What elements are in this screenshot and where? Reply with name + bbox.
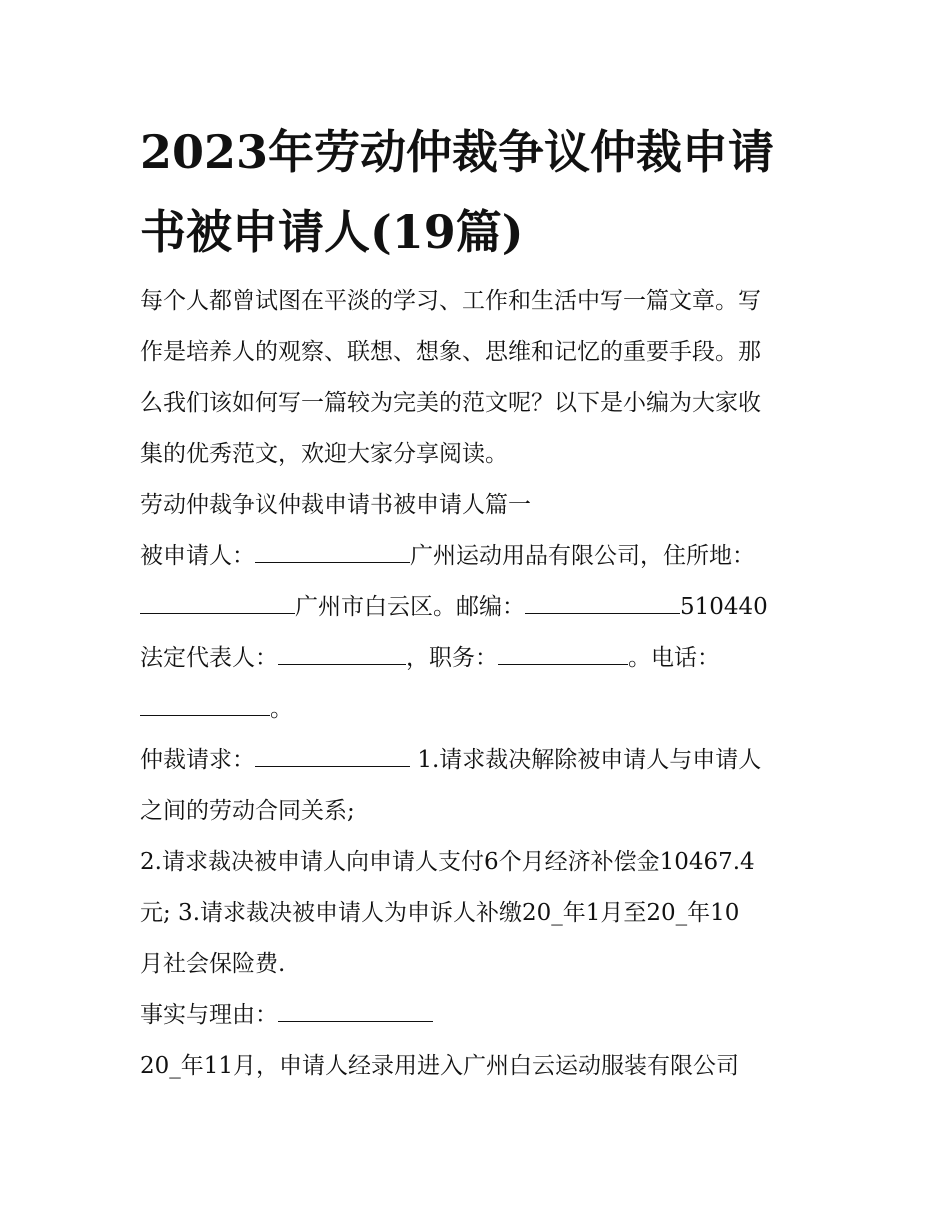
phone-line: [140, 684, 820, 735]
fill-blank: [140, 595, 295, 614]
respondent-company: 广州运动用品有限公司，住所地：: [410, 543, 755, 569]
claim-2b: 元; 3.请求裁决被申请人为申诉人补缴20_年1月至20_年10: [140, 900, 740, 926]
section-heading: 劳动仲裁争议仲裁申请书被申请人篇一: [140, 492, 531, 518]
address-line: [140, 582, 820, 633]
respondent-address: 广州市白云区。邮编：: [295, 594, 525, 620]
fill-blank: [498, 646, 628, 665]
claim-2a: 2.请求裁决被申请人向申请人支付6个月经济补偿金10467.4: [140, 849, 755, 875]
fill-blank: [278, 1003, 433, 1022]
fill-blank: [255, 748, 410, 767]
claim-2c: 月社会保险费.: [140, 951, 286, 977]
fill-blank: [140, 697, 270, 716]
claim-1a: 1.请求裁决解除被申请人与申请人: [417, 747, 762, 773]
facts-label: 事实与理由：: [140, 1002, 278, 1028]
phone-label: 。电话：: [628, 645, 720, 671]
respondent-line: [140, 531, 820, 582]
document-body: [140, 276, 820, 1092]
position-label: ，职务：: [406, 645, 498, 671]
claims-line: [140, 735, 820, 786]
fill-blank: [278, 646, 406, 665]
intro-line-1: 每个人都曾试图在平淡的学习、工作和生活中写一篇文章。写: [140, 288, 761, 314]
fill-blank: [525, 595, 680, 614]
intro-line-3: 么我们该如何写一篇较为完美的范文呢？以下是小编为大家收: [140, 390, 761, 416]
claim-1b: 之间的劳动合同关系;: [140, 798, 355, 824]
postcode: 510440: [680, 594, 768, 620]
legal-rep-label: 法定代表人：: [140, 645, 278, 671]
intro-line-4: 集的优秀范文，欢迎大家分享阅读。: [140, 441, 508, 467]
legal-rep-line: [140, 633, 820, 684]
respondent-label: 被申请人：: [140, 543, 255, 569]
intro-line-2: 作是培养人的观察、联想、想象、思维和记忆的重要手段。那: [140, 339, 761, 365]
claims-label: 仲裁请求：: [140, 747, 255, 773]
facts-line: [140, 990, 820, 1041]
fill-blank: [255, 544, 410, 563]
document-title: [140, 112, 820, 272]
facts-start: 20_年11月，申请人经录用进入广州白云运动服装有限公司: [140, 1053, 740, 1079]
phone-end: 。: [270, 696, 293, 722]
title-line-2: 书被申请人(19篇): [140, 205, 524, 259]
title-line-1: 2023年劳动仲裁争议仲裁申请: [140, 125, 775, 179]
